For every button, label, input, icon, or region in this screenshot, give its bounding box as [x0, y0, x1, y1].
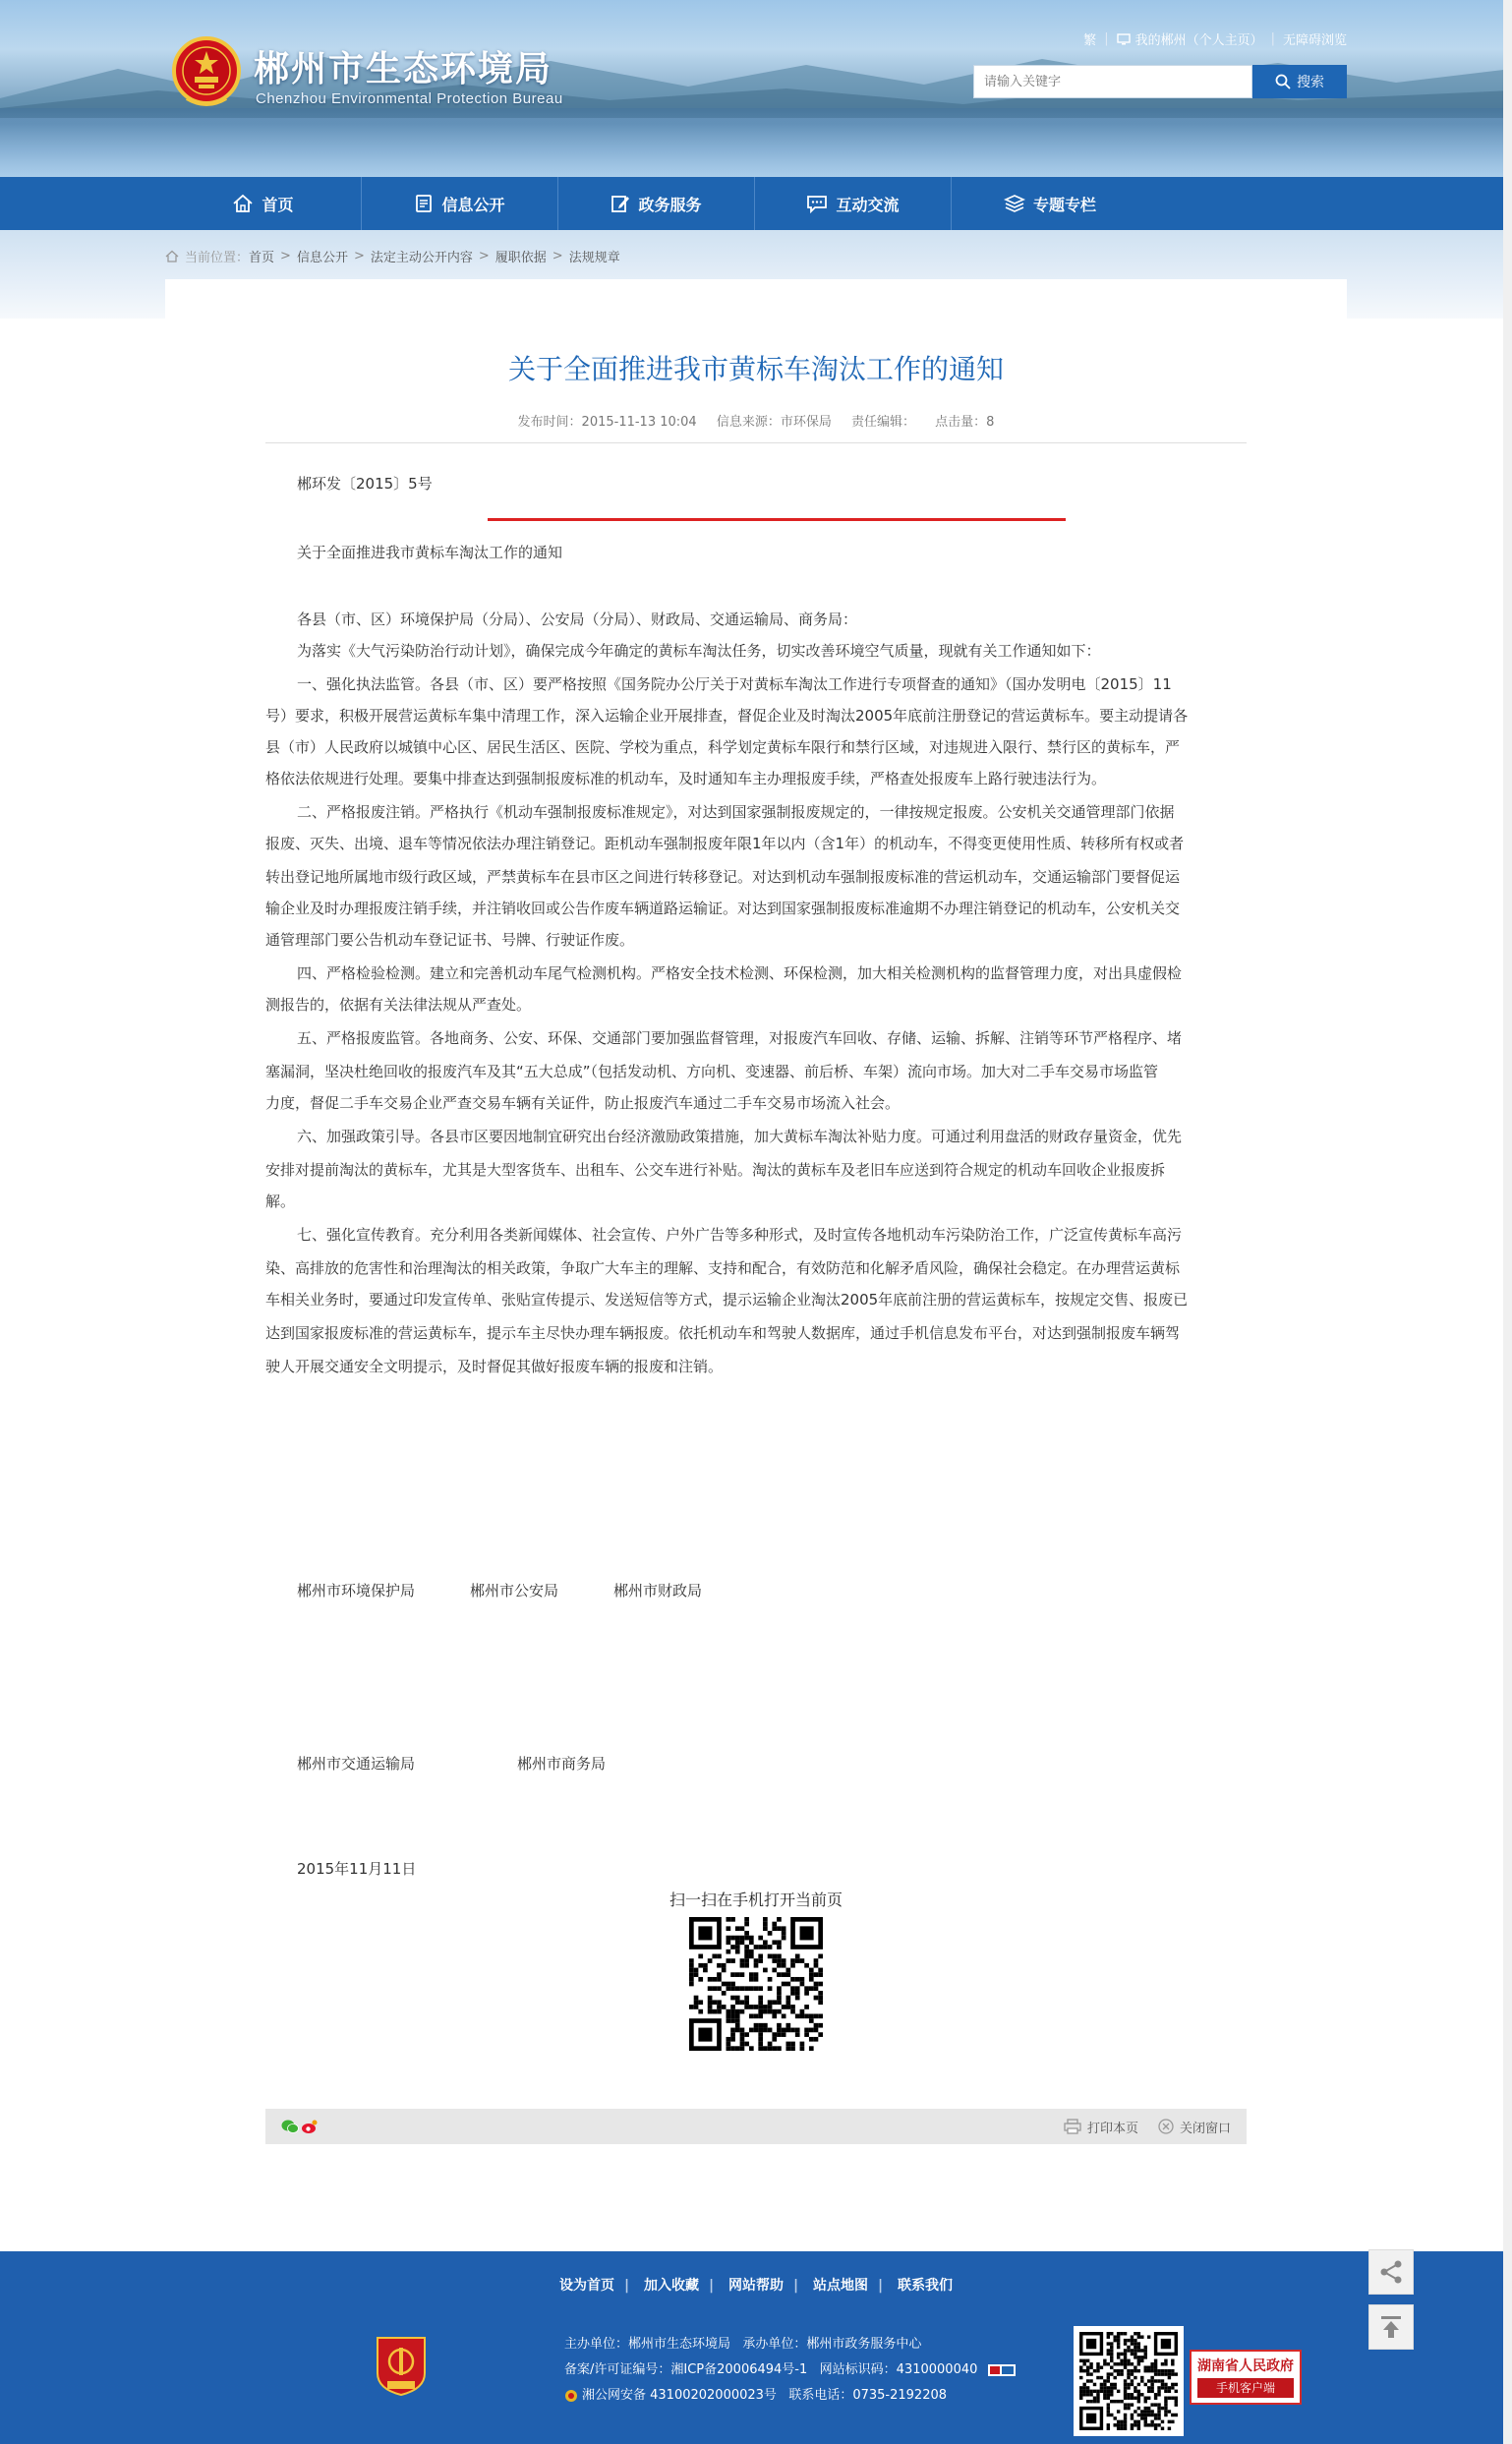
share-tool-button[interactable]	[1368, 2249, 1414, 2295]
search-icon	[1275, 74, 1291, 89]
police-record[interactable]: 湘公网安备 43100202000023号	[582, 2388, 777, 2403]
print-page-label: 打印本页	[1086, 2121, 1138, 2136]
weibo-icon[interactable]	[301, 2119, 319, 2134]
sponsor-unit: 主办单位：郴州市生态环境局	[564, 2337, 731, 2352]
breadcrumb-separator: >	[552, 248, 563, 263]
breadcrumb-item[interactable]: 信息公开	[296, 250, 348, 265]
printer-icon	[1064, 2119, 1081, 2134]
edit-icon	[611, 194, 630, 213]
article-line: 达到国家报废标准的营运黄标车，提示车主尽快办理车辆报废。依托机动车和驾驶人数据库，通过手机信息发布平台，对达到强制报废车辆驾	[265, 1324, 1181, 1342]
gov-site-badge-icon[interactable]	[374, 2334, 429, 2397]
info-source: 信息来源：市环保局	[716, 415, 832, 430]
article-line: 塞漏洞，坚决杜绝回收的报废汽车及其“五大总成”（包括发动机、方向机、变速器、前后桥、车架）流向市场。加大对二手车交易市场监管	[265, 1063, 1159, 1080]
publish-time: 发布时间：2015-11-13 10:04	[517, 415, 697, 430]
top-links	[1083, 29, 1347, 48]
footer-link-favorite[interactable]: 加入收藏	[644, 2278, 699, 2294]
article-line: 报废、灭失、出境、退车等情况依法办理注销登记。距机动车强制报废年限1年以内（含1年）的机动车，不得变更使用性质、转移所有权或者	[265, 835, 1185, 852]
article-line: 一、强化执法监管。各县（市、区）要严格按照《国务院办公厅关于对黄标车淘汰工作进行专项督查的通知》（国办发明电〔2015〕11	[297, 675, 1172, 693]
footer-info	[564, 2332, 1016, 2409]
breadcrumb-item[interactable]: 首页	[249, 250, 275, 265]
article-line: 五、严格报废监管。各地商务、公安、环保、交通部门要加强监督管理，对报废汽车回收、存储、运输、拆解、注销等环节严格程序、堵	[297, 1029, 1183, 1047]
breadcrumb-separator: >	[280, 248, 291, 263]
doc-number: 郴环发〔2015〕5号	[297, 475, 433, 493]
article-line: 安排对提前淘汰的黄标车，尤其是大型客货车、出租车、公交车进行补贴。淘汰的黄标车及老旧车应送到符合规定的机动车回收企业报废拆	[265, 1161, 1166, 1179]
site-code-badge-icon	[988, 2364, 1016, 2376]
signer: 郴州市环境保护局	[297, 1582, 416, 1600]
icp-number[interactable]: 备案/许可证编号：湘ICP备20006494号-1	[564, 2362, 808, 2377]
article-meta	[165, 411, 1347, 430]
doc-date: 2015年11月11日	[297, 1860, 417, 1878]
close-icon	[1158, 2119, 1174, 2134]
document-icon	[414, 194, 434, 213]
contact-phone: 联系电话：0735-2192208	[788, 2388, 948, 2403]
red-header-rule	[488, 518, 1066, 521]
responsible-editor: 责任编辑：	[851, 415, 916, 430]
lake-background	[0, 108, 1512, 177]
article-line: 驶人开展交通安全文明提示，及时督促其做好报废车辆的报废和注销。	[265, 1358, 724, 1375]
addressee: 各县（市、区）环境保护局（分局）、公安局（分局）、财政局、交通运输局、商务局：	[297, 611, 858, 628]
signers-row-1	[297, 1580, 702, 1600]
hunan-gov-app-label: 手机客户端	[1197, 2378, 1294, 2398]
click-count: 点击量：8	[935, 415, 995, 430]
layers-icon	[1004, 194, 1025, 213]
organizer-unit: 承办单位：郴州市政务服务中心	[742, 2337, 922, 2352]
wechat-icon[interactable]	[281, 2119, 299, 2134]
article-line: 车相关业务时，要通过印发宣传单、张贴宣传提示、发送短信等方式，提示运输企业淘汰2005年底前注册的营运黄标车，按规定交售、报废已	[265, 1291, 1189, 1309]
site-code: 网站标识码：4310000040	[819, 2362, 978, 2377]
search-button[interactable]	[1252, 65, 1347, 98]
search-input[interactable]	[974, 66, 1251, 97]
home-icon	[232, 194, 254, 213]
footer-link-sitemap[interactable]: 站点地图	[813, 2278, 868, 2294]
footer-link-set-home[interactable]: 设为首页	[559, 2278, 614, 2294]
nav-item-home[interactable]	[165, 177, 362, 230]
main-nav	[0, 177, 1512, 230]
traditional-chinese-link[interactable]: 繁	[1083, 33, 1097, 48]
site-title: 郴州市生态环境局	[254, 48, 553, 89]
title-divider	[265, 442, 1247, 443]
article-line: 输企业及时办理报废注销手续，并注销收回或公告作废车辆道路运输证。对达到国家强制报废标准逾期不办理注销登记的机动车，公安机关交	[265, 900, 1181, 917]
breadcrumb-prefix: 当前位置：	[185, 250, 250, 265]
monitor-icon	[1117, 33, 1131, 45]
search-field[interactable]	[973, 65, 1252, 98]
share-icon	[1378, 2259, 1404, 2285]
accessible-browsing-link[interactable]: 无障碍浏览	[1282, 33, 1347, 48]
qr-label: 扫一扫在手机打开当前页	[669, 1891, 843, 1909]
article-line: 县（市）人民政府以城镇中心区、居民生活区、医院、学校为重点，科学划定黄标车限行和禁行区域，对违规进入限行、禁行区的黄标车，严	[265, 738, 1181, 756]
home-icon	[165, 250, 179, 262]
article-line: 染、高排放的危害性和治理淘汰的相关政策，争取广大车主的理解、支持和配合，有效防范和化解矛盾风险，确保社会稳定。在办理营运黄标	[265, 1259, 1181, 1277]
article-line: 二、严格报废注销。严格执行《机动车强制报废标准规定》，对达到国家强制报废规定的，一律按规定报废。公安机关交通管理部门依据	[297, 803, 1175, 821]
article-line: 测报告的，依据有关法律法规从严查处。	[265, 996, 532, 1014]
close-window-label: 关闭窗口	[1179, 2121, 1231, 2136]
article-line: 六、加强政策引导。各县市区要因地制宜研究出台经济激励政策措施，加大黄标车淘汰补贴力度。可通过利用盘活的财政存量资金，优先	[297, 1128, 1183, 1145]
back-to-top-button[interactable]	[1368, 2304, 1414, 2350]
article-line: 力度，督促二手车交易企业严查交易车辆有关证件，防止报废汽车通过二手车交易市场流入社会。	[265, 1094, 901, 1112]
nav-item-label: 信息公开	[441, 195, 505, 214]
breadcrumb-separator: >	[353, 248, 365, 263]
footer-qr-code	[1074, 2326, 1184, 2436]
signer: 郴州市财政局	[613, 1582, 703, 1600]
site-header	[0, 0, 1512, 177]
breadcrumb-item[interactable]: 法规规章	[568, 250, 620, 265]
article-line: 通管理部门要公告机动车登记证书、号牌、行驶证作废。	[265, 931, 635, 949]
article-title: 关于全面推进我市黄标车淘汰工作的通知	[507, 353, 1004, 385]
print-page-button[interactable]	[1064, 2118, 1138, 2136]
breadcrumb	[165, 244, 620, 267]
nav-item-services[interactable]	[558, 177, 755, 230]
site-subtitle: Chenzhou Environmental Protection Bureau	[256, 90, 563, 107]
police-badge-icon	[564, 2389, 578, 2403]
signers-row-2	[297, 1753, 606, 1774]
breadcrumb-item[interactable]: 履职依据	[494, 250, 547, 265]
article-line: 四、严格检验检测。建立和完善机动车尾气检测机构。严格安全技术检测、环保检测，加大相关检测机构的监督管理力度，对出具虚假检	[297, 964, 1183, 982]
article-line: 转出登记地所属地市级行政区域，严禁黄标车在县市区之间进行转移登记。对达到机动车强制报废标准的营运机动车，交通运输部门要督促运	[265, 868, 1181, 886]
chat-icon	[806, 194, 828, 213]
nav-item-label: 专题专栏	[1032, 195, 1096, 214]
nav-item-info-public[interactable]	[362, 177, 558, 230]
page-scrollbar[interactable]	[1503, 0, 1512, 2444]
national-emblem-icon	[169, 33, 244, 112]
arrow-up-icon	[1379, 2314, 1403, 2340]
nav-item-label: 首页	[262, 195, 294, 214]
doc-subject: 关于全面推进我市黄标车淘汰工作的通知	[297, 544, 563, 561]
signer: 郴州市商务局	[517, 1755, 607, 1773]
nav-item-topics[interactable]	[952, 177, 1148, 230]
nav-item-label: 政务服务	[638, 195, 702, 214]
signer: 郴州市公安局	[470, 1582, 559, 1600]
article-line: 格依法依规进行处理。要集中排查达到强制报废标准的机动车，及时通知车主办理报废手续，严格查处报废车上路行驶违法行为。	[265, 770, 1107, 787]
footer-link-help[interactable]: 网站帮助	[728, 2278, 784, 2294]
share-bar	[265, 2109, 1247, 2144]
site-footer	[0, 2251, 1512, 2444]
separator: |	[1104, 31, 1109, 46]
hunan-gov-app-badge[interactable]	[1190, 2350, 1302, 2405]
hunan-gov-title: 湖南省人民政府	[1197, 2358, 1294, 2374]
my-chenzhou-label: 我的郴州（个人主页）	[1134, 33, 1263, 48]
footer-links: 设为首页 | 加入收藏 | 网站帮助 | 站点地图 | 联系我们	[559, 2278, 953, 2294]
footer-link-contact[interactable]: 联系我们	[898, 2278, 953, 2294]
article-line: 七、强化宣传教育。充分利用各类新闻媒体、社会宣传、户外广告等多种形式，及时宣传各地机动车污染防治工作，广泛宣传黄标车高污	[297, 1226, 1183, 1244]
my-chenzhou-link[interactable]	[1117, 29, 1263, 48]
page-qr-code	[689, 1917, 823, 2051]
article-line: 号）要求，积极开展营运黄标车集中清理工作，深入运输企业开展排查，督促企业及时淘汰2005年底前注册登记的营运黄标车。要主动提请各	[265, 707, 1189, 725]
nav-item-label: 互动交流	[836, 195, 900, 214]
search-button-label: 搜索	[1297, 75, 1324, 90]
nav-item-interaction[interactable]	[755, 177, 952, 230]
breadcrumb-separator: >	[478, 248, 490, 263]
separator: |	[1270, 31, 1275, 46]
breadcrumb-item[interactable]: 法定主动公开内容	[370, 250, 473, 265]
close-window-button[interactable]	[1158, 2118, 1231, 2136]
article-line: 解。	[265, 1193, 296, 1210]
article-line: 为落实《大气污染防治行动计划》，确保完成今年确定的黄标车淘汰任务，切实改善环境空气质量，现就有关工作通知如下：	[297, 642, 1101, 660]
signer: 郴州市交通运输局	[297, 1755, 416, 1773]
